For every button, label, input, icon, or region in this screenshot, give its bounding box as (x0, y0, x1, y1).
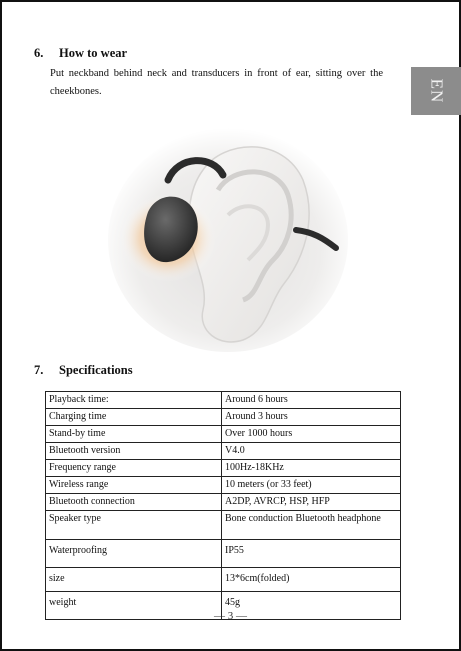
spec-key: Frequency range (46, 460, 222, 477)
table-row (46, 511, 401, 540)
spec-key: Playback time: (46, 392, 222, 409)
spec-value: IP55 (222, 540, 401, 568)
ear-wearing-illustration (108, 120, 348, 352)
section-number: 7. (34, 363, 44, 377)
table-row (46, 392, 401, 409)
table-row (46, 443, 401, 460)
table-row (46, 540, 401, 568)
table-row (46, 477, 401, 494)
table-row (46, 426, 401, 443)
spec-key: Speaker type (46, 511, 222, 540)
spec-key: size (46, 568, 222, 592)
language-tab (411, 67, 461, 115)
spec-key: Stand-by time (46, 426, 222, 443)
table-row (46, 494, 401, 511)
spec-value: 100Hz-18KHz (222, 460, 401, 477)
section-heading-how-to-wear (34, 46, 127, 61)
spec-value: Around 6 hours (222, 392, 401, 409)
spec-value: Over 1000 hours (222, 426, 401, 443)
section-number: 6. (34, 46, 44, 60)
spec-key: weight (46, 592, 222, 620)
spec-value: Bone conduction Bluetooth headphone (222, 511, 401, 540)
spec-key: Wireless range (46, 477, 222, 494)
spec-value: V4.0 (222, 443, 401, 460)
section-heading-specifications (34, 363, 133, 378)
language-tab-label: EN (426, 78, 446, 104)
page-number: — 3 — (214, 610, 247, 622)
spec-value: 10 meters (or 33 feet) (222, 477, 401, 494)
spec-key: Waterproofing (46, 540, 222, 568)
table-row (46, 460, 401, 477)
section-title: Specifications (59, 363, 133, 377)
spec-key: Charging time (46, 409, 222, 426)
specifications-table (45, 391, 401, 620)
spec-value: Around 3 hours (222, 409, 401, 426)
section-title: How to wear (59, 46, 128, 60)
spec-key: Bluetooth version (46, 443, 222, 460)
spec-value: 13*6cm(folded) (222, 568, 401, 592)
how-to-wear-text: Put neckband behind neck and transducers in front of ear, sitting over the cheekbones. (50, 68, 383, 97)
spec-value: A2DP, AVRCP, HSP, HFP (222, 494, 401, 511)
spec-value: 45g (222, 592, 401, 620)
table-row (46, 568, 401, 592)
spec-key: Bluetooth connection (46, 494, 222, 511)
table-row (46, 409, 401, 426)
